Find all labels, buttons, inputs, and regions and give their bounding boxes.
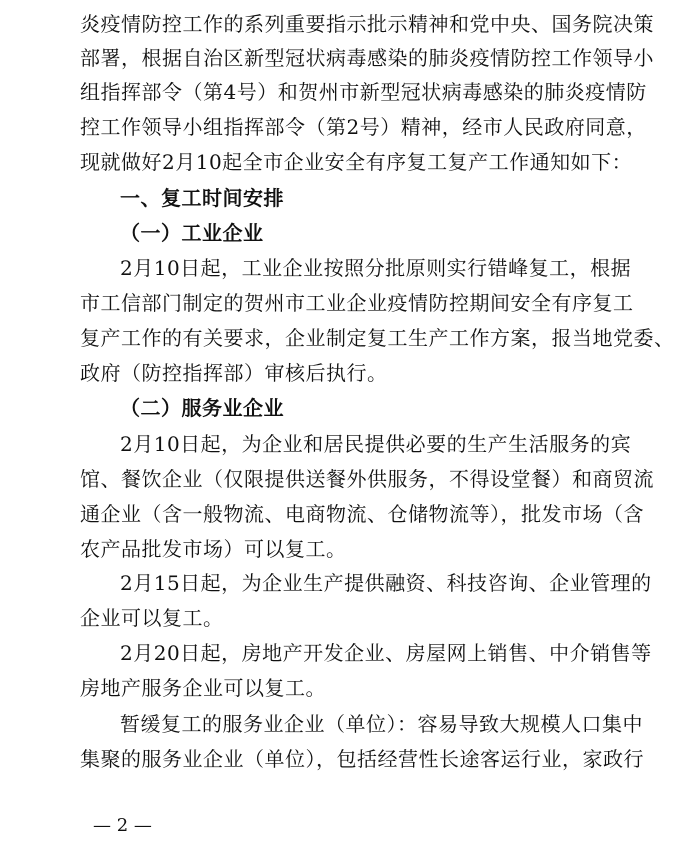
paragraph-line: 复产工作的有关要求，企业制定复工生产工作方案，报当地党委、 <box>80 326 675 350</box>
paragraph-line: 2月10日起，为企业和居民提供必要的生产生活服务的宾 <box>120 432 632 456</box>
paragraph-line: 2月10日起，工业企业按照分批原则实行错峰复工，根据 <box>120 256 632 280</box>
paragraph-line: 企业可以复工。 <box>80 606 224 630</box>
paragraph-line: 通企业（含一般物流、电商物流、仓储物流等），批发市场（含 <box>80 502 644 526</box>
paragraph-line: 炎疫情防控工作的系列重要指示批示精神和党中央、国务院决策 <box>80 12 654 36</box>
paragraph-line: 政府（防控指挥部）审核后执行。 <box>80 361 388 385</box>
paragraph-line: 控工作领导小组指挥部令（第2号）精神，经市人民政府同意， <box>80 115 647 139</box>
paragraph-line: 集聚的服务业企业（单位），包括经营性长途客运行业，家政行 <box>80 747 644 771</box>
paragraph-line: 房地产服务企业可以复工。 <box>80 676 326 700</box>
paragraph-line: 馆、餐饮企业（仅限提供送餐外供服务，不得设堂餐）和商贸流 <box>80 467 654 491</box>
paragraph-line: 2月20日起，房地产开发企业、房屋网上销售、中介销售等 <box>120 641 652 665</box>
paragraph-line: 部署，根据自治区新型冠状病毒感染的肺炎疫情防控工作领导小 <box>80 46 654 70</box>
paragraph-line: 农产品批发市场）可以复工。 <box>80 537 347 561</box>
paragraph-line: 市工信部门制定的贺州市工业企业疫情防控期间安全有序复工 <box>80 291 634 315</box>
paragraph-line: 现就做好2月10起全市企业安全有序复工复产工作通知如下： <box>80 150 633 174</box>
paragraph-line: 2月15日起，为企业生产提供融资、科技咨询、企业管理的 <box>120 571 652 595</box>
page-number: — 2 — <box>93 815 152 836</box>
subsection-heading: （一）工业企业 <box>120 221 264 245</box>
subsection-heading: （二）服务业企业 <box>120 396 284 420</box>
paragraph-line: 组指挥部令（第4号）和贺州市新型冠状病毒感染的肺炎疫情防 <box>80 80 647 104</box>
paragraph-line: 暂缓复工的服务业企业（单位）：容易导致大规模人口集中 <box>120 712 643 736</box>
section-heading: 一、复工时间安排 <box>120 186 284 210</box>
